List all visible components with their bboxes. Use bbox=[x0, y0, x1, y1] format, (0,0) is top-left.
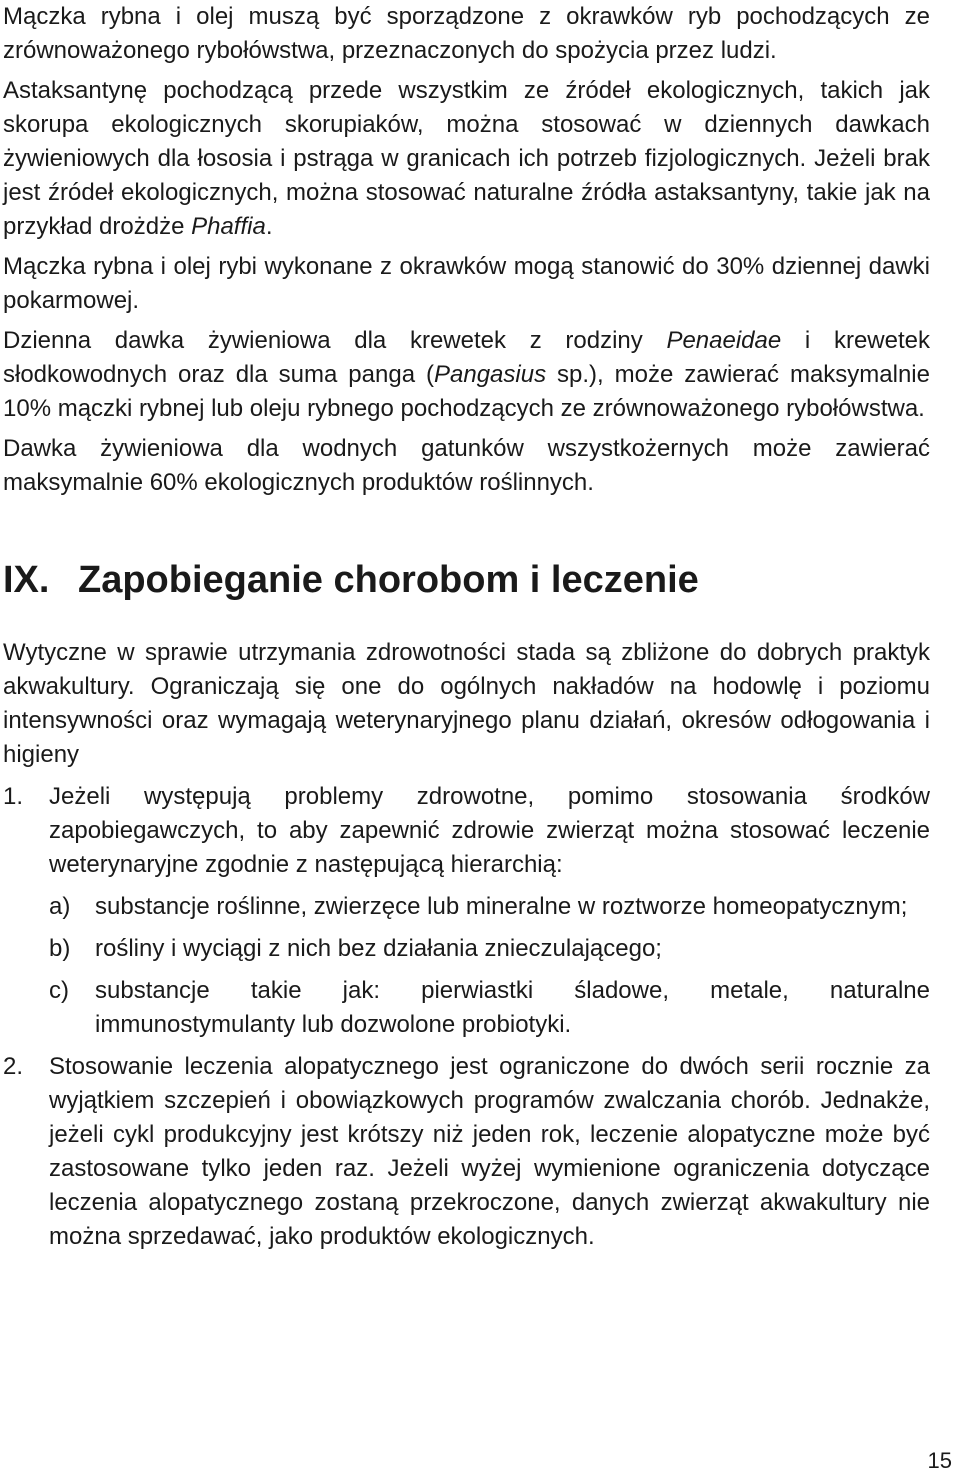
numbered-list bbox=[3, 780, 930, 1254]
text-segment: Mączka rybna i olej rybi wykonane z okrawków mogą stanowić do 30% dziennej dawki pokarmowej. bbox=[3, 253, 930, 314]
section-title: Zapobieganie chorobom i leczenie bbox=[78, 559, 699, 601]
document-page bbox=[3, 0, 930, 1254]
list-item-text: Jeżeli występują problemy zdrowotne, pomimo stosowania środków zapobiegawczych, to aby zapewnić zdrowie zwierząt można stosować leczenie weterynaryjne zgodnie z następującą hierarchią: bbox=[49, 783, 930, 878]
text-segment: Dzienna dawka żywieniowa dla krewetek z rodziny bbox=[3, 327, 667, 354]
text-segment: Dawka żywieniowa dla wodnych gatunków wszystkożernych może zawierać maksymalnie 60% ekologicznych produktów roślinnych. bbox=[3, 435, 930, 496]
paragraph bbox=[3, 74, 930, 244]
list-marker: 2. bbox=[3, 1053, 24, 1080]
sub-list-text: substancje takie jak: pierwiastki śladowe, metale, naturalne immunostymulanty lub dozwolone probiotyki. bbox=[95, 977, 930, 1038]
paragraph bbox=[3, 0, 930, 68]
list-item-body bbox=[49, 1050, 930, 1254]
list-item-text: Stosowanie leczenia alopatycznego jest ograniczone do dwóch serii rocznie za wyjątkiem szczepień i obowiązkowych programów zwalczania chorób. Jednakże, jeżeli cykl produkcyjny jest krótszy niż jeden rok, leczenie alopatyczne może być zastosowane tylko jeden raz. Jeżeli wyżej wymienione ograniczenia dotyczące leczenia alopatycznego zostaną przekroczone, danych zwierząt akwakultury nie można sprzedawać, jako produktów ekologicznych. bbox=[49, 1053, 930, 1250]
paragraph bbox=[3, 432, 930, 500]
page-number: 15 bbox=[927, 1448, 952, 1473]
list-item-body bbox=[49, 780, 930, 1042]
sub-list-item bbox=[49, 932, 930, 966]
sub-list-marker: a) bbox=[49, 893, 71, 920]
paragraph bbox=[3, 250, 930, 318]
text-segment: . bbox=[265, 213, 273, 240]
list-item bbox=[3, 780, 930, 1042]
text-segment: Astaksantynę pochodzącą przede wszystkim ze źródeł ekologicznych, takich jak skorupa ekologicznych skorupiaków, można stosować w dziennych dawkach żywieniowych dla łososia i pstrąga w granicach ich potrzeb fizjologicznych. Jeżeli brak jest źródeł ekologicznych, można stosować naturalne źródła astaksantyny, takie jak na przykład drożdże bbox=[3, 77, 930, 240]
sub-list bbox=[49, 890, 930, 1042]
italic-text: Pangasius bbox=[434, 361, 547, 388]
sub-list-marker: b) bbox=[49, 935, 71, 962]
sub-list-item bbox=[49, 890, 930, 924]
sub-list-text: rośliny i wyciągi z nich bez działania znieczulającego; bbox=[95, 935, 662, 962]
sub-list-marker: c) bbox=[49, 977, 69, 1004]
section-number: IX. bbox=[3, 559, 50, 601]
italic-text: Penaeidae bbox=[666, 327, 782, 354]
section-heading bbox=[3, 558, 930, 602]
top-paragraphs bbox=[3, 0, 930, 500]
sub-list-text: substancje roślinne, zwierzęce lub mineralne w roztworze homeopatycznym; bbox=[95, 893, 908, 920]
text-segment: i krewetek słodkowodnych oraz dla suma panga ( bbox=[3, 327, 930, 388]
paragraph bbox=[3, 324, 930, 426]
list-marker: 1. bbox=[3, 783, 24, 810]
section-intro: Wytyczne w sprawie utrzymania zdrowotności stada są zbliżone do dobrych praktyk akwakultury. Ograniczają się one do ogólnych nakładów na hodowlę i poziomu intensywności oraz wymagają weterynaryjnego planu działań, okresów odłogowania i higieny bbox=[3, 639, 930, 768]
sub-list-item bbox=[49, 974, 930, 1042]
italic-text: Phaffia bbox=[191, 213, 266, 240]
list-item bbox=[3, 1050, 930, 1254]
text-segment: Mączka rybna i olej muszą być sporządzone z okrawków ryb pochodzących ze zrównoważonego rybołówstwa, przeznaczonych do spożycia przez ludzi. bbox=[3, 3, 930, 64]
text-segment: sp.), może zawierać maksymalnie 10% mączki rybnej lub oleju rybnego pochodzących ze zrównoważonego rybołówstwa. bbox=[3, 361, 930, 422]
